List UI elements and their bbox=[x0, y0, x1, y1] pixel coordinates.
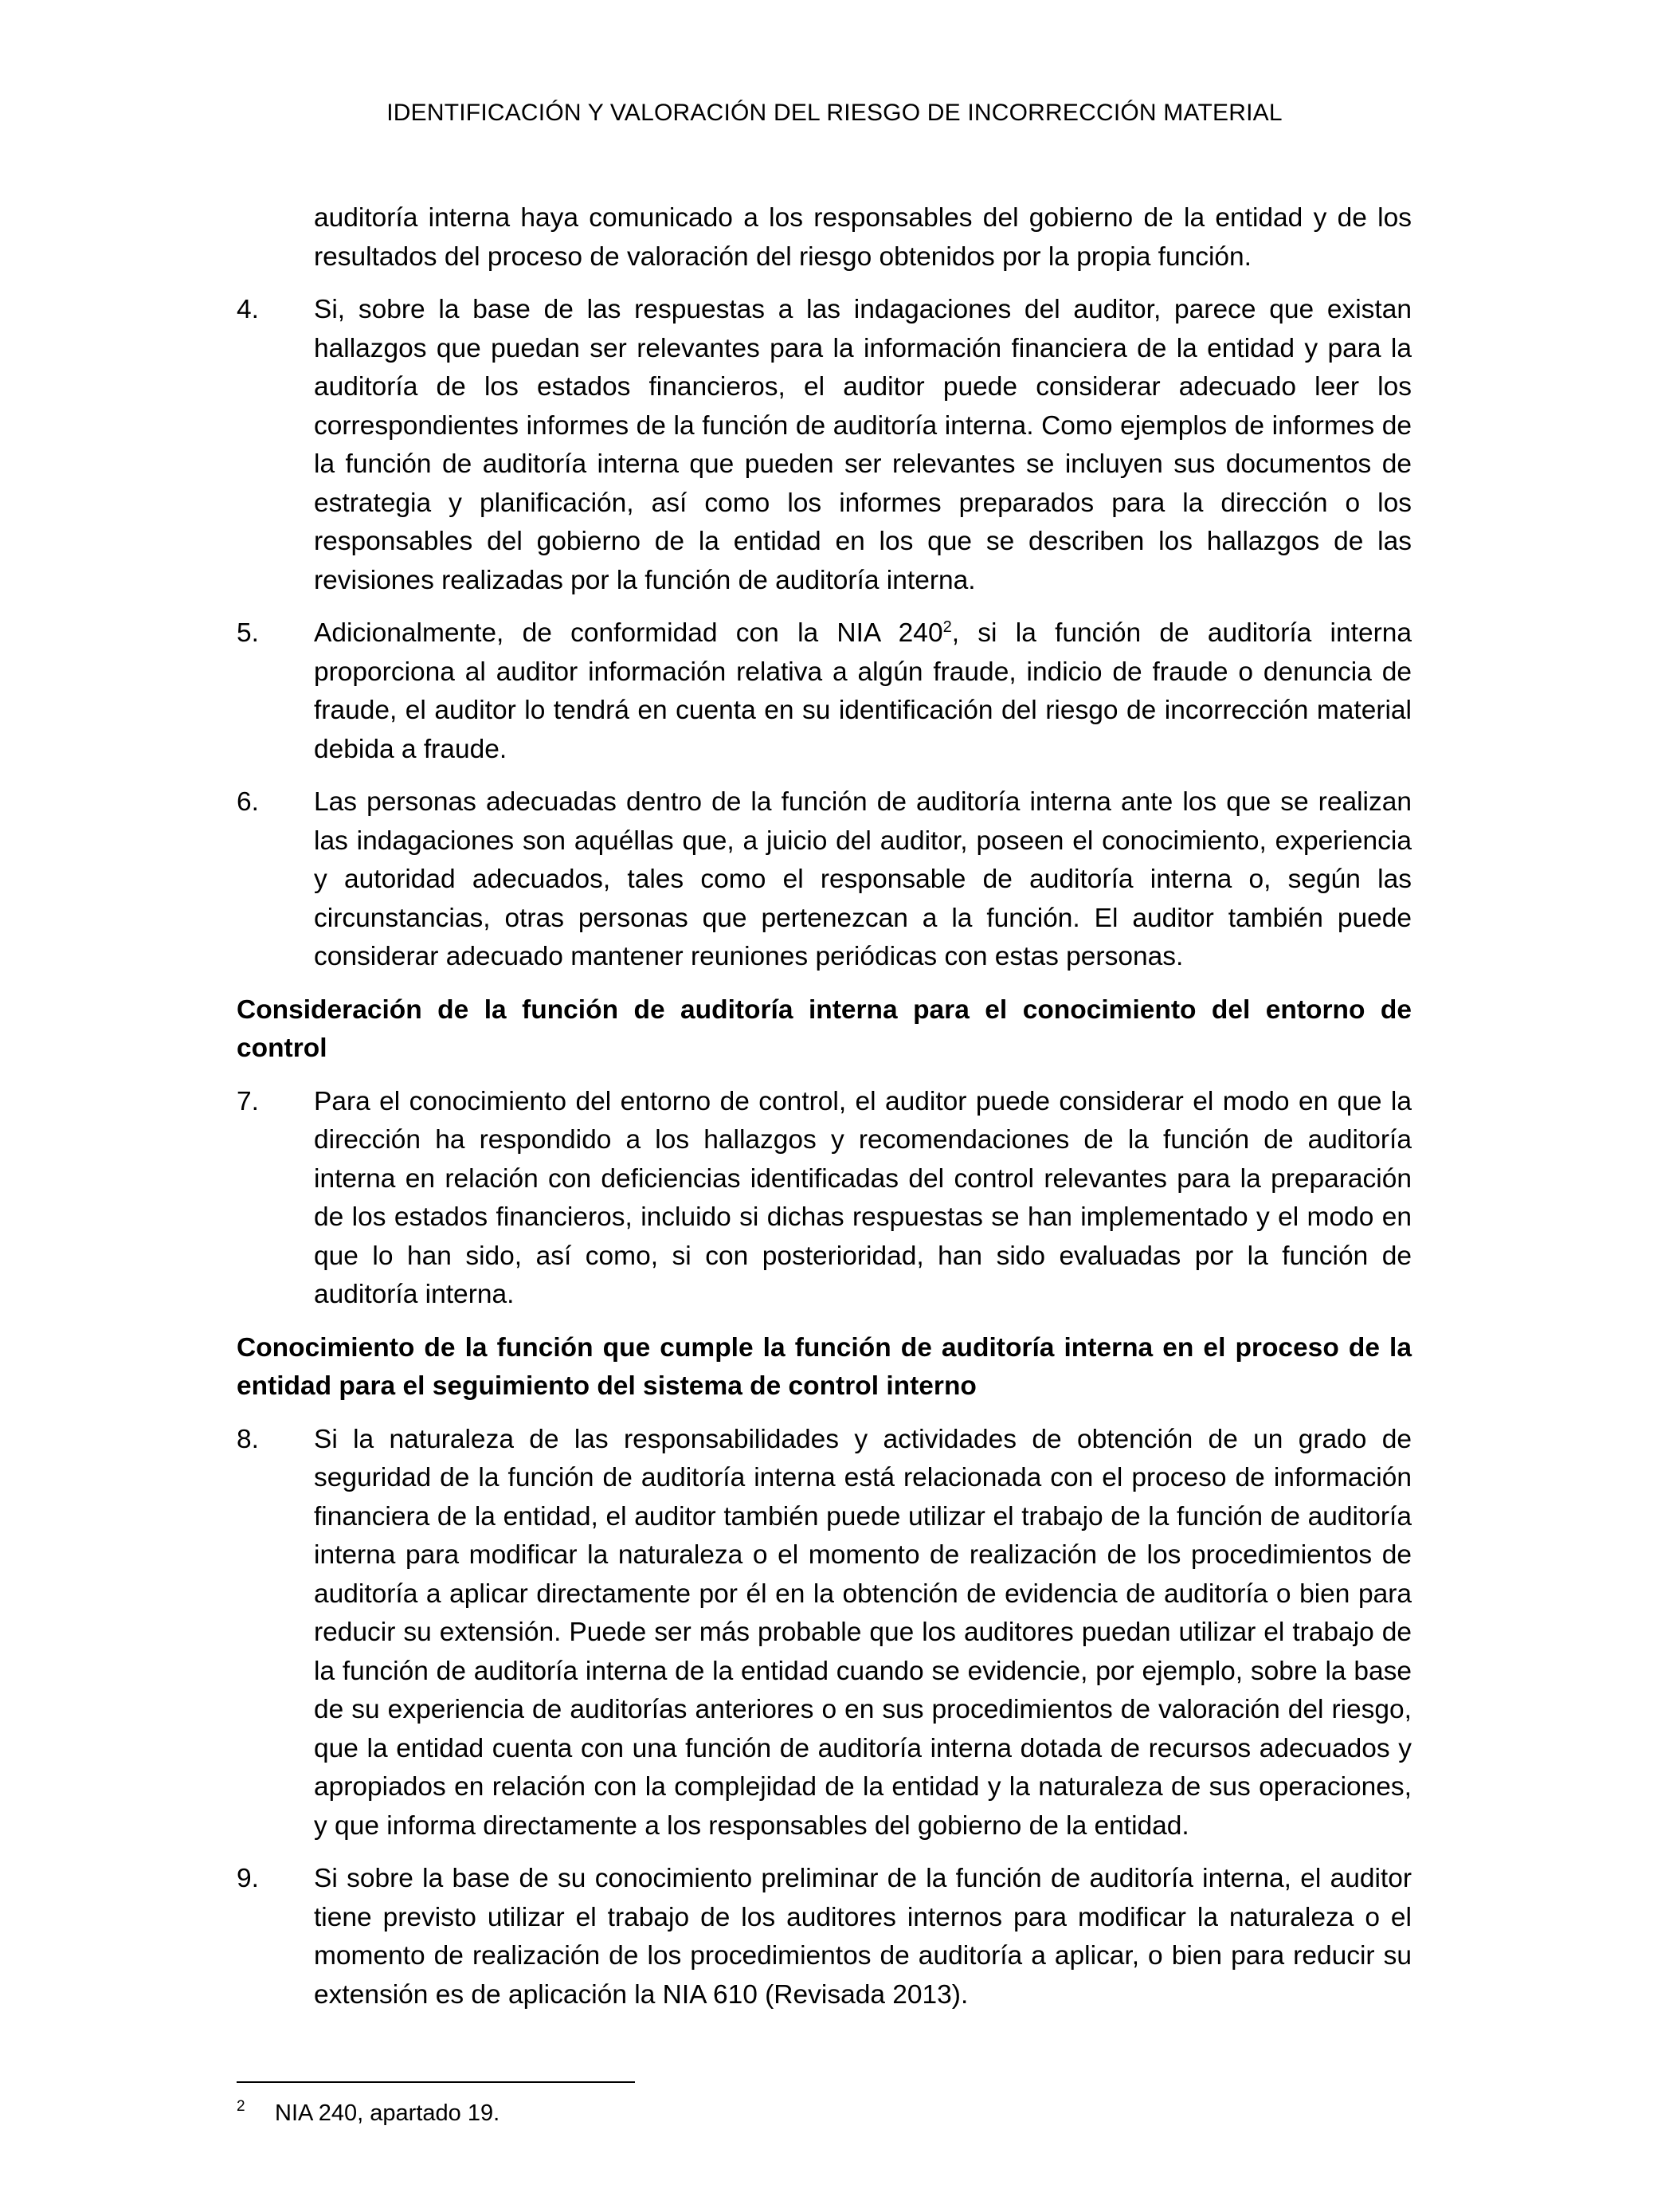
paragraph-number: 5. bbox=[237, 618, 259, 648]
footnote-text: NIA 240, apartado 19. bbox=[275, 2100, 500, 2126]
paragraph-number: 8. bbox=[237, 1424, 259, 1454]
paragraph-text: auditoría interna haya comunicado a los responsables del gobierno de la entidad y de los resultados del proceso de valoración del riesgo obtenidos por la propia función. bbox=[314, 203, 1412, 272]
footnote: 2 NIA 240, apartado 19. bbox=[237, 2098, 500, 2126]
section-heading: Consideración de la función de auditoría interna para el conocimiento del entorno de control bbox=[237, 994, 1412, 1063]
paragraph-7 bbox=[237, 1083, 1412, 1315]
body-content bbox=[237, 199, 1412, 2029]
paragraph-text: Si la naturaleza de las responsabilidades y actividades de obtención de un grado de seguridad de la función de auditoría interna está relacionada con el proceso de información financiera de la entidad, el auditor también puede utilizar el trabajo de la función de auditoría interna para modificar la naturaleza o el momento de realización de los procedimientos de auditoría a aplicar directamente por él en la obtención de evidencia de auditoría o bien para reducir su extensión. Puede ser más probable que los auditores puedan utilizar el trabajo de la función de auditoría interna de la entidad cuando se evidencie, por ejemplo, sobre la base de su experiencia de auditorías anteriores o en sus procedimientos de valoración del riesgo, que la entidad cuenta con una función de auditoría interna dotada de recursos adecuados y apropiados en relación con la complejidad de la entidad y la naturaleza de sus operaciones, y que informa directamente a los responsables del gobierno de la entidad. bbox=[314, 1424, 1412, 1841]
paragraph-8 bbox=[237, 1421, 1412, 1846]
paragraph-text: Las personas adecuadas dentro de la función de auditoría interna ante los que se realizan las indagaciones son aquéllas que, a juicio del auditor, poseen el conocimiento, experiencia y autoridad adecuados, tales como el responsable de auditoría interna o, según las circunstancias, otras personas que pertenezcan a la función. El auditor también puede considerar adecuado mantener reuniones periódicas con estas personas. bbox=[314, 787, 1412, 971]
paragraph-continuation bbox=[237, 199, 1412, 276]
paragraph-text: , si la función de auditoría interna proporciona al auditor información relativa a algún fraude, indicio de fraude o denuncia de fraude, el auditor lo tendrá en cuenta en su identificación del riesgo de incorrección material debida a fraude. bbox=[314, 618, 1412, 764]
section-heading: Conocimiento de la función que cumple la función de auditoría interna en el proceso de la entidad para el seguimiento del sistema de control interno bbox=[237, 1332, 1412, 1401]
paragraph-text: Adicionalmente, de conformidad con la NIA 240 bbox=[314, 618, 943, 648]
paragraph-number: 7. bbox=[237, 1086, 259, 1116]
paragraph-4 bbox=[237, 291, 1412, 600]
paragraph-9 bbox=[237, 1860, 1412, 2014]
footnote-separator bbox=[237, 2081, 635, 2083]
paragraph-text: Si sobre la base de su conocimiento preliminar de la función de auditoría interna, el auditor tiene previsto utilizar el trabajo de los auditores internos para modificar la naturaleza o el momento de realización de los procedimientos de auditoría a aplicar, o bien para reducir su extensión es de aplicación la NIA 610 (Revisada 2013). bbox=[314, 1864, 1412, 2010]
paragraph-number: 6. bbox=[237, 787, 259, 817]
running-header: IDENTIFICACIÓN Y VALORACIÓN DEL RIESGO DE INCORRECCIÓN MATERIAL bbox=[386, 100, 1283, 126]
paragraph-6 bbox=[237, 783, 1412, 977]
paragraph-number: 9. bbox=[237, 1864, 259, 1893]
paragraph-text: Si, sobre la base de las respuestas a las indagaciones del auditor, parece que existan hallazgos que puedan ser relevantes para la información financiera de la entidad y para la auditoría de los estados financieros, el auditor puede considerar adecuado leer los correspondientes informes de la función de auditoría interna. Como ejemplos de informes de la función de auditoría interna que pueden ser relevantes se incluyen sus documentos de estrategia y planificación, así como los informes preparados para la dirección o los responsables del gobierno de la entidad en los que se describen los hallazgos de las revisiones realizadas por la función de auditoría interna. bbox=[314, 295, 1412, 595]
paragraph-text: Para el conocimiento del entorno de control, el auditor puede considerar el modo en que la dirección ha respondido a los hallazgos y recomendaciones de la función de auditoría interna en relación con deficiencias identificadas del control relevantes para la preparación de los estados financieros, incluido si dichas respuestas se han implementado y el modo en que lo han sido, así como, si con posterioridad, han sido evaluadas por la función de auditoría interna. bbox=[314, 1086, 1412, 1309]
paragraph-number: 4. bbox=[237, 295, 259, 324]
paragraph-5 bbox=[237, 614, 1412, 769]
footnote-reference[interactable]: 2 bbox=[942, 618, 952, 636]
